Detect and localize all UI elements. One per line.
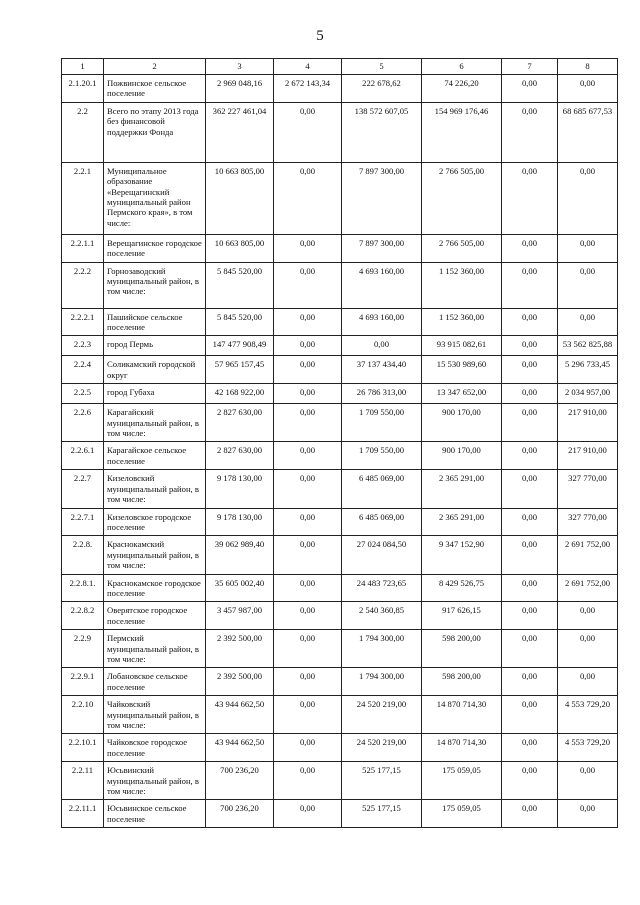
col5-value: 37 137 434,40: [342, 356, 422, 384]
col3-value: 2 827 630,00: [206, 442, 274, 470]
col8-value: 0,00: [558, 262, 618, 308]
col5-value: 0,00: [342, 336, 422, 356]
col5-value: 24 520 219,00: [342, 696, 422, 734]
col5-value: 1 709 550,00: [342, 442, 422, 470]
table-row: [62, 442, 618, 470]
row-code: 2.2.5: [62, 384, 104, 404]
col6-value: 900 170,00: [422, 404, 502, 442]
col4-value: 0,00: [274, 800, 342, 828]
col7-value: 0,00: [502, 384, 558, 404]
column-header: 6: [422, 59, 502, 75]
col5-value: 1 794 300,00: [342, 630, 422, 668]
col5-value: 1 709 550,00: [342, 404, 422, 442]
col4-value: 0,00: [274, 384, 342, 404]
row-name: Горнозаводский муниципальный район, в том числе:: [104, 262, 206, 308]
table-row: [62, 630, 618, 668]
col3-value: 42 168 922,00: [206, 384, 274, 404]
col7-value: 0,00: [502, 536, 558, 574]
col7-value: 0,00: [502, 602, 558, 630]
col4-value: 0,00: [274, 508, 342, 536]
col5-value: 138 572 607,05: [342, 102, 422, 162]
col8-value: 0,00: [558, 602, 618, 630]
col7-value: 0,00: [502, 470, 558, 508]
table-row: [62, 762, 618, 800]
col3-value: 700 236,20: [206, 800, 274, 828]
col4-value: 0,00: [274, 602, 342, 630]
column-header: 2: [104, 59, 206, 75]
col6-value: 2 766 505,00: [422, 234, 502, 262]
row-name: Чайковский муниципальный район, в том числе:: [104, 696, 206, 734]
col7-value: 0,00: [502, 696, 558, 734]
col8-value: 2 691 752,00: [558, 574, 618, 602]
row-code: 2.2.2.1: [62, 308, 104, 336]
col3-value: 39 062 989,40: [206, 536, 274, 574]
col6-value: 2 766 505,00: [422, 162, 502, 234]
col6-value: 13 347 652,00: [422, 384, 502, 404]
table-row: [62, 102, 618, 162]
col7-value: 0,00: [502, 356, 558, 384]
table-row: [62, 668, 618, 696]
row-code: 2.2.3: [62, 336, 104, 356]
col6-value: 1 152 360,00: [422, 308, 502, 336]
col3-value: 2 392 500,00: [206, 668, 274, 696]
col7-value: 0,00: [502, 75, 558, 103]
col6-value: 154 969 176,46: [422, 102, 502, 162]
row-name: Краснокамский муниципальный район, в том числе:: [104, 536, 206, 574]
col8-value: 0,00: [558, 75, 618, 103]
row-name: Карагайский муниципальный район, в том числе:: [104, 404, 206, 442]
col3-value: 57 965 157,45: [206, 356, 274, 384]
col3-value: 9 178 130,00: [206, 508, 274, 536]
col5-value: 26 786 313,00: [342, 384, 422, 404]
col5-value: 222 678,62: [342, 75, 422, 103]
col6-value: 14 870 714,30: [422, 696, 502, 734]
table-row: [62, 800, 618, 828]
column-header: 7: [502, 59, 558, 75]
table-row: [62, 308, 618, 336]
col4-value: 0,00: [274, 336, 342, 356]
col4-value: 2 672 143,34: [274, 75, 342, 103]
col8-value: 5 296 733,45: [558, 356, 618, 384]
col8-value: 217 910,00: [558, 442, 618, 470]
col8-value: 68 685 677,53: [558, 102, 618, 162]
row-code: 2.2.6: [62, 404, 104, 442]
col4-value: 0,00: [274, 262, 342, 308]
row-name: Муниципальное образование «Верещагинский муниципальный район Пермского края», в том числе:: [104, 162, 206, 234]
row-code: 2.2.2: [62, 262, 104, 308]
row-code: 2.2.9.1: [62, 668, 104, 696]
row-name: Чайковское городское поселение: [104, 734, 206, 762]
row-name: Кизеловское городское поселение: [104, 508, 206, 536]
col4-value: 0,00: [274, 404, 342, 442]
col3-value: 3 457 987,00: [206, 602, 274, 630]
col8-value: 0,00: [558, 162, 618, 234]
row-code: 2.2: [62, 102, 104, 162]
col4-value: 0,00: [274, 762, 342, 800]
table-row: [62, 384, 618, 404]
row-name: Пожвинское сельское поселение: [104, 75, 206, 103]
col5-value: 4 693 160,00: [342, 308, 422, 336]
col6-value: 93 915 082,61: [422, 336, 502, 356]
col3-value: 5 845 520,00: [206, 308, 274, 336]
row-code: 2.2.8.: [62, 536, 104, 574]
col3-value: 362 227 461,04: [206, 102, 274, 162]
col8-value: 0,00: [558, 234, 618, 262]
col5-value: 7 897 300,00: [342, 234, 422, 262]
row-code: 2.2.9: [62, 630, 104, 668]
col8-value: 0,00: [558, 308, 618, 336]
table-row: [62, 234, 618, 262]
table-row: [62, 602, 618, 630]
column-header: 1: [62, 59, 104, 75]
col7-value: 0,00: [502, 762, 558, 800]
col3-value: 700 236,20: [206, 762, 274, 800]
col8-value: 0,00: [558, 630, 618, 668]
col4-value: 0,00: [274, 102, 342, 162]
row-name: Юсьвинское сельское поселение: [104, 800, 206, 828]
col7-value: 0,00: [502, 734, 558, 762]
col7-value: 0,00: [502, 630, 558, 668]
row-code: 2.2.10.1: [62, 734, 104, 762]
col8-value: 0,00: [558, 800, 618, 828]
row-code: 2.2.1.1: [62, 234, 104, 262]
col5-value: 24 483 723,65: [342, 574, 422, 602]
col6-value: 2 365 291,00: [422, 508, 502, 536]
row-name: Краснокамское городское поселение: [104, 574, 206, 602]
col5-value: 27 024 084,50: [342, 536, 422, 574]
col3-value: 35 605 002,40: [206, 574, 274, 602]
col7-value: 0,00: [502, 574, 558, 602]
row-name: Юсьвинский муниципальный район, в том числе:: [104, 762, 206, 800]
col4-value: 0,00: [274, 442, 342, 470]
table-row: [62, 262, 618, 308]
col6-value: 74 226,20: [422, 75, 502, 103]
col4-value: 0,00: [274, 668, 342, 696]
col5-value: 2 540 360,85: [342, 602, 422, 630]
row-code: 2.2.11.1: [62, 800, 104, 828]
table-row: [62, 508, 618, 536]
table-header-row: [62, 59, 618, 75]
table-row: [62, 470, 618, 508]
col4-value: 0,00: [274, 162, 342, 234]
col3-value: 2 827 630,00: [206, 404, 274, 442]
row-code: 2.2.7: [62, 470, 104, 508]
row-name: город Губаха: [104, 384, 206, 404]
col5-value: 24 520 219,00: [342, 734, 422, 762]
col4-value: 0,00: [274, 356, 342, 384]
col3-value: 5 845 520,00: [206, 262, 274, 308]
col6-value: 175 059,05: [422, 762, 502, 800]
row-code: 2.2.4: [62, 356, 104, 384]
col5-value: 525 177,15: [342, 800, 422, 828]
col3-value: 10 663 805,00: [206, 162, 274, 234]
col6-value: 175 059,05: [422, 800, 502, 828]
col4-value: 0,00: [274, 734, 342, 762]
col7-value: 0,00: [502, 162, 558, 234]
col7-value: 0,00: [502, 508, 558, 536]
col5-value: 4 693 160,00: [342, 262, 422, 308]
row-name: Оверятское городское поселение: [104, 602, 206, 630]
col3-value: 10 663 805,00: [206, 234, 274, 262]
row-name: Пашийское сельское поселение: [104, 308, 206, 336]
col8-value: 53 562 825,88: [558, 336, 618, 356]
col6-value: 900 170,00: [422, 442, 502, 470]
table-row: [62, 696, 618, 734]
row-code: 2.2.11: [62, 762, 104, 800]
col8-value: 327 770,00: [558, 470, 618, 508]
table-row: [62, 536, 618, 574]
column-header: 3: [206, 59, 274, 75]
col7-value: 0,00: [502, 668, 558, 696]
col6-value: 2 365 291,00: [422, 470, 502, 508]
col4-value: 0,00: [274, 234, 342, 262]
table-row: [62, 404, 618, 442]
col8-value: 4 553 729,20: [558, 734, 618, 762]
col4-value: 0,00: [274, 470, 342, 508]
col4-value: 0,00: [274, 536, 342, 574]
col6-value: 9 347 152,90: [422, 536, 502, 574]
table-row: [62, 356, 618, 384]
table-row: [62, 75, 618, 103]
col8-value: 2 691 752,00: [558, 536, 618, 574]
col7-value: 0,00: [502, 308, 558, 336]
row-name: город Пермь: [104, 336, 206, 356]
table-row: [62, 574, 618, 602]
col3-value: 2 392 500,00: [206, 630, 274, 668]
col5-value: 6 485 069,00: [342, 508, 422, 536]
row-code: 2.1.20.1: [62, 75, 104, 103]
table-row: [62, 734, 618, 762]
col3-value: 43 944 662,50: [206, 696, 274, 734]
col3-value: 9 178 130,00: [206, 470, 274, 508]
row-name: Пермский муниципальный район, в том числе:: [104, 630, 206, 668]
row-code: 2.2.1: [62, 162, 104, 234]
col8-value: 4 553 729,20: [558, 696, 618, 734]
col8-value: 217 910,00: [558, 404, 618, 442]
row-name: Соликамский городской округ: [104, 356, 206, 384]
table-row: [62, 336, 618, 356]
col8-value: 0,00: [558, 668, 618, 696]
col7-value: 0,00: [502, 234, 558, 262]
col6-value: 15 530 989,60: [422, 356, 502, 384]
col4-value: 0,00: [274, 308, 342, 336]
col6-value: 598 200,00: [422, 630, 502, 668]
col5-value: 525 177,15: [342, 762, 422, 800]
col3-value: 2 969 048,16: [206, 75, 274, 103]
column-header: 5: [342, 59, 422, 75]
col8-value: 327 770,00: [558, 508, 618, 536]
col7-value: 0,00: [502, 262, 558, 308]
page-number: 5: [316, 28, 324, 44]
row-name: Лобановское сельское поселение: [104, 668, 206, 696]
table-row: [62, 162, 618, 234]
row-name: Кизеловский муниципальный район, в том числе:: [104, 470, 206, 508]
col7-value: 0,00: [502, 442, 558, 470]
row-code: 2.2.8.1.: [62, 574, 104, 602]
col3-value: 43 944 662,50: [206, 734, 274, 762]
row-code: 2.2.8.2: [62, 602, 104, 630]
col3-value: 147 477 908,49: [206, 336, 274, 356]
col4-value: 0,00: [274, 696, 342, 734]
row-name: Всего по этапу 2013 года без финансовой поддержки Фонда: [104, 102, 206, 162]
col5-value: 7 897 300,00: [342, 162, 422, 234]
row-name: Карагайское сельское поселение: [104, 442, 206, 470]
column-header: 8: [558, 59, 618, 75]
col6-value: 1 152 360,00: [422, 262, 502, 308]
col8-value: 0,00: [558, 762, 618, 800]
row-code: 2.2.7.1: [62, 508, 104, 536]
row-code: 2.2.10: [62, 696, 104, 734]
col5-value: 6 485 069,00: [342, 470, 422, 508]
col4-value: 0,00: [274, 630, 342, 668]
col7-value: 0,00: [502, 404, 558, 442]
budget-table: [61, 58, 618, 828]
row-code: 2.2.6.1: [62, 442, 104, 470]
col6-value: 14 870 714,30: [422, 734, 502, 762]
col4-value: 0,00: [274, 574, 342, 602]
col6-value: 8 429 526,75: [422, 574, 502, 602]
col7-value: 0,00: [502, 102, 558, 162]
col6-value: 917 626,15: [422, 602, 502, 630]
col7-value: 0,00: [502, 800, 558, 828]
col7-value: 0,00: [502, 336, 558, 356]
col6-value: 598 200,00: [422, 668, 502, 696]
column-header: 4: [274, 59, 342, 75]
col8-value: 2 034 957,00: [558, 384, 618, 404]
col5-value: 1 794 300,00: [342, 668, 422, 696]
row-name: Верещагинское городское поселение: [104, 234, 206, 262]
